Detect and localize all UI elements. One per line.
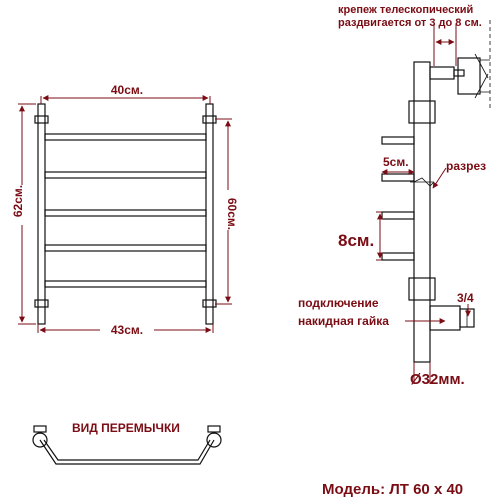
dimension-5cm (382, 155, 414, 172)
side-bar-5cm-upper (382, 137, 414, 144)
telescopic-mount (430, 54, 490, 98)
thread-label: 3/4 (457, 291, 474, 305)
side-clamp-bottom (409, 278, 435, 300)
bracket-top-left (35, 116, 48, 123)
model-label: Модель: ЛТ 60 х 40 (322, 481, 464, 498)
bracket-bottom-right (203, 300, 216, 307)
side-vertical-pipe (414, 62, 430, 362)
connection-label-line2: накидная гайка (298, 314, 389, 328)
height-left-label: 62см. (11, 184, 25, 218)
front-view (11, 82, 239, 337)
side-bar-8cm-lower (382, 253, 414, 260)
crossbars (45, 134, 206, 287)
jumper-fitting-left (33, 426, 47, 447)
mount-label-line1: крепеж телескопический (338, 4, 474, 16)
dimension-diameter (410, 362, 465, 388)
crossbar (45, 245, 206, 251)
width-bottom-label: 43см. (110, 323, 144, 337)
dimension-width-bottom (38, 323, 213, 337)
jumper-fitting-right (207, 426, 221, 447)
dimension-width-top (41, 82, 210, 104)
left-vertical-pipe (38, 104, 45, 324)
side-bar-8cm-upper (382, 212, 414, 219)
spacing-5-label: 5см. (383, 155, 409, 169)
crossbar (45, 281, 206, 287)
dimension-height-right (215, 119, 239, 304)
crossbar (45, 134, 206, 140)
right-vertical-pipe (206, 104, 213, 324)
side-clamp-top (409, 101, 435, 123)
connection-nut (430, 306, 474, 330)
bracket-bottom-left (35, 300, 48, 307)
crossbar (45, 172, 206, 178)
diameter-label: Ø32мм. (410, 371, 465, 388)
jumper-view-label: ВИД ПЕРЕМЫЧКИ (72, 421, 180, 435)
crossbar (45, 210, 206, 216)
jumper-view (33, 421, 221, 464)
side-view (298, 4, 490, 388)
width-top-label: 40см. (110, 83, 144, 97)
dimension-8cm (338, 212, 382, 260)
cut-label: разрез (446, 159, 487, 173)
connection-label-line1: подключение (298, 296, 379, 310)
dimension-height-left (11, 104, 36, 324)
side-bar-5cm-lower (382, 174, 414, 181)
mount-label-line2: раздвигается от 3 до 8 см. (338, 17, 482, 29)
bracket-top-right (203, 116, 216, 123)
spacing-8-label: 8см. (338, 231, 375, 250)
height-right-label: 60см. (225, 197, 239, 231)
